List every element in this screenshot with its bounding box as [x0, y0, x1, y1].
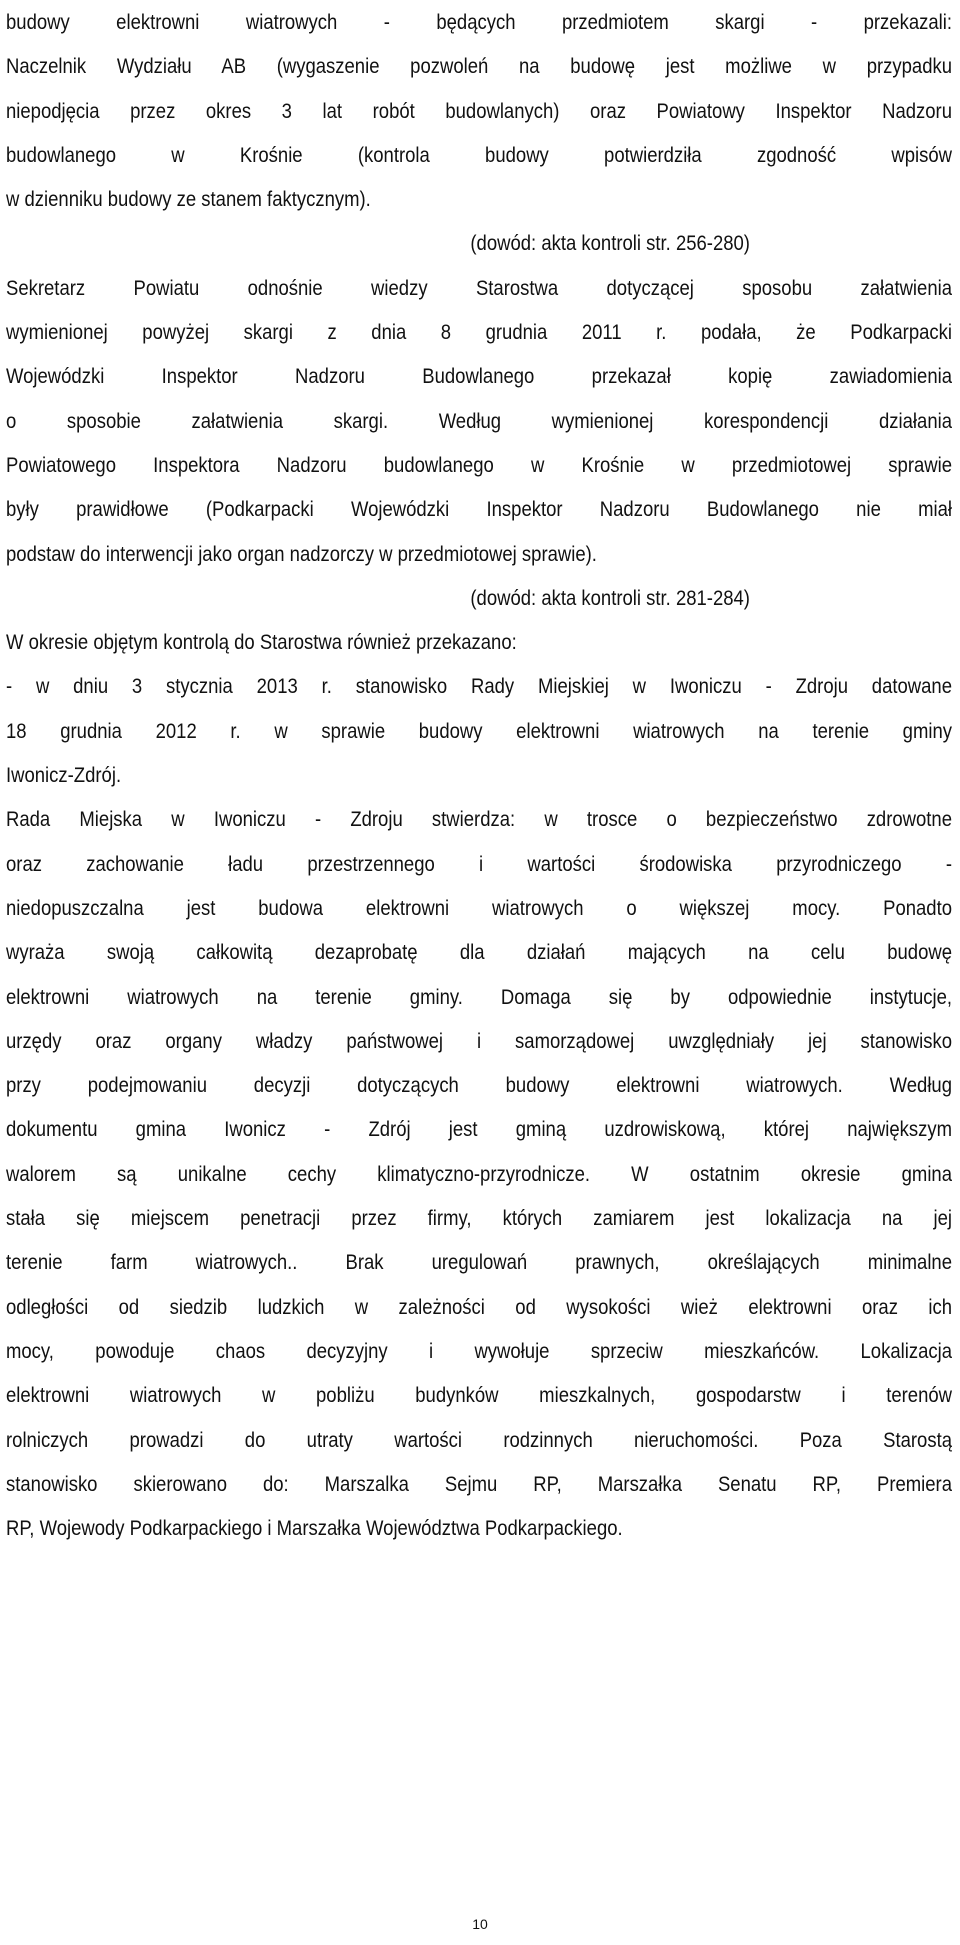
text-line: dokumentu gmina Iwonicz - Zdrój jest gminą uzdrowiskową, której największym [6, 1117, 952, 1142]
text-line: Iwonicz-Zdrój. [6, 763, 122, 788]
text-line: stała się miejscem penetracji przez firmy, których zamiarem jest lokalizacja na jej [6, 1206, 952, 1231]
text-line: oraz zachowanie ładu przestrzennego i wartości środowiska przyrodniczego - [6, 851, 952, 876]
text-line: RP, Wojewody Podkarpackiego i Marszałka Województwa Podkarpackiego. [6, 1516, 623, 1541]
text-line: niedopuszczalna jest budowa elektrowni wiatrowych o większej mocy. Ponadto [6, 895, 952, 920]
text-line: budowy elektrowni wiatrowych - będących przedmiotem skargi - przekazali: [6, 10, 952, 34]
text-line: Sekretarz Powiatu odnośnie wiedzy Starostwa dotyczącej sposobu załatwienia [6, 275, 952, 300]
text-line: przy podejmowaniu decyzji dotyczących budowy elektrowni wiatrowych. Według [6, 1073, 952, 1098]
text-line: wymienionej powyżej skargi z dnia 8 grudnia 2011 r. podała, że Podkarpacki [6, 320, 952, 345]
text-line: mocy, powoduje chaos decyzyjny i wywołuje sprzeciw mieszkańców. Lokalizacja [6, 1338, 952, 1363]
document-body [6, 0, 952, 1550]
text-line: terenie farm wiatrowych.. Brak uregulowań prawnych, określających minimalne [6, 1250, 952, 1275]
text-line: Rada Miejska w Iwoniczu - Zdroju stwierdza: w trosce o bezpieczeństwo zdrowotne [6, 807, 952, 832]
evidence-reference: (dowód: akta kontroli str. 256-280) [470, 231, 750, 256]
text-line: wyraża swoją całkowitą dezaprobatę dla działań mających na celu budowę [6, 940, 952, 965]
text-line: W okresie objętym kontrolą do Starostwa również przekazano: [6, 630, 517, 655]
evidence-reference: (dowód: akta kontroli str. 281-284) [470, 585, 750, 610]
text-line: niepodjęcia przez okres 3 lat robót budowlanych) oraz Powiatowy Inspektor Nadzoru [6, 98, 952, 123]
text-line: 18 grudnia 2012 r. w sprawie budowy elektrowni wiatrowych na terenie gminy [6, 718, 952, 743]
text-line: walorem są unikalne cechy klimatyczno-przyrodnicze. W ostatnim okresie gmina [6, 1161, 952, 1186]
text-line: - w dniu 3 stycznia 2013 r. stanowisko Rady Miejskiej w Iwoniczu - Zdroju datowane [6, 674, 952, 699]
text-line: stanowisko skierowano do: Marszalka Sejmu RP, Marszałka Senatu RP, Premiera [6, 1471, 952, 1496]
text-line: w dzienniku budowy ze stanem faktycznym). [6, 187, 371, 212]
text-line: były prawidłowe (Podkarpacki Wojewódzki Inspektor Nadzoru Budowlanego nie miał [6, 497, 952, 522]
text-line: elektrowni wiatrowych na terenie gminy. Domaga się by odpowiednie instytucje, [6, 984, 952, 1009]
text-line: Wojewódzki Inspektor Nadzoru Budowlanego przekazał kopię zawiadomienia [6, 364, 952, 389]
text-line: urzędy oraz organy władzy państwowej i samorządowej uwzględniały jej stanowisko [6, 1028, 952, 1053]
text-line: budowlanego w Krośnie (kontrola budowy potwierdziła zgodność wpisów [6, 142, 952, 167]
text-line: Powiatowego Inspektora Nadzoru budowlanego w Krośnie w przedmiotowej sprawie [6, 452, 952, 477]
page-number: 10 [472, 1916, 488, 1932]
text-line: odległości od siedzib ludzkich w zależności od wysokości wież elektrowni oraz ich [6, 1294, 952, 1319]
text-line: rolniczych prowadzi do utraty wartości rodzinnych nieruchomości. Poza Starostą [6, 1427, 952, 1452]
text-line: Naczelnik Wydziału AB (wygaszenie pozwoleń na budowę jest możliwe w przypadku [6, 54, 952, 79]
text-line: o sposobie załatwienia skargi. Według wymienionej korespondencji działania [6, 408, 952, 433]
text-line: podstaw do interwencji jako organ nadzorczy w przedmiotowej sprawie). [6, 541, 597, 566]
text-line: elektrowni wiatrowych w pobliżu budynków mieszkalnych, gospodarstw i terenów [6, 1383, 952, 1408]
